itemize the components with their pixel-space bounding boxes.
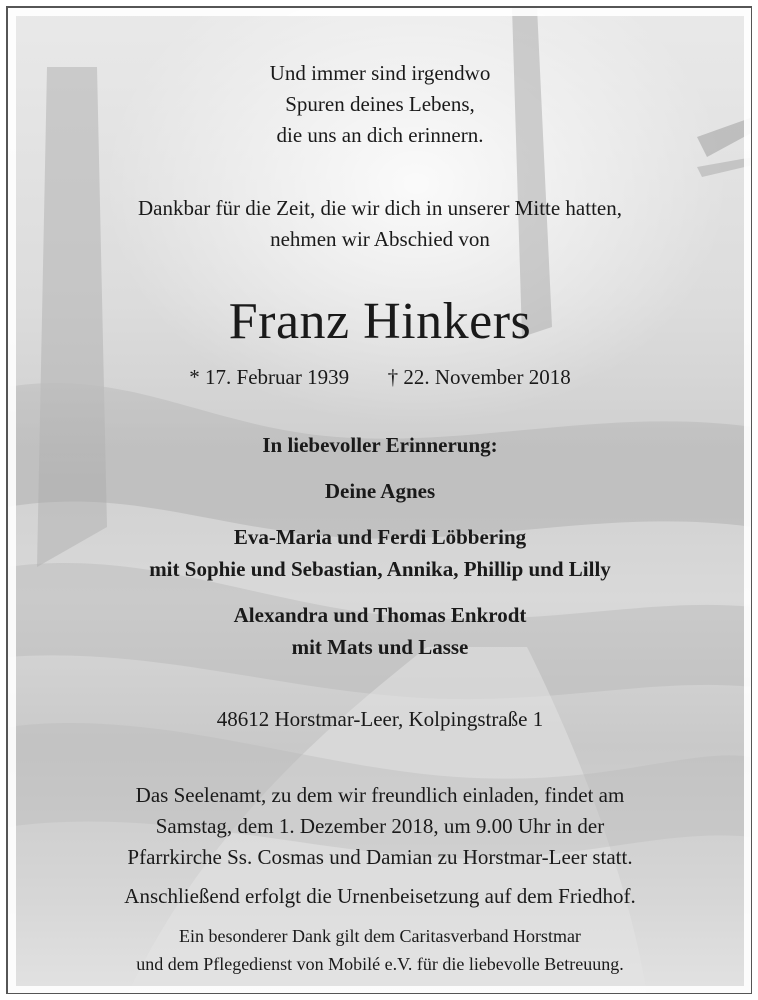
poem-line-3: die uns an dich erinnern. bbox=[276, 123, 484, 147]
life-dates bbox=[7, 365, 752, 390]
service-line-1: Das Seelenamt, zu dem wir freundlich einladen, findet am bbox=[135, 783, 625, 807]
poem-line-1: Und immer sind irgendwo bbox=[269, 61, 491, 85]
thanks-line-2: und dem Pflegedienst von Mobilé e.V. für die liebevolle Betreuung. bbox=[136, 954, 624, 974]
service-line-2: Samstag, dem 1. Dezember 2018, um 9.00 Uhr in der bbox=[155, 814, 605, 838]
mourner-spouse: Deine Agnes bbox=[324, 479, 436, 503]
mourner-family-2: Alexandra und Thomas Enkrodt bbox=[233, 603, 527, 627]
intro-line-2: nehmen wir Abschied von bbox=[270, 227, 490, 251]
service-line-4: Anschließend erfolgt die Urnenbeisetzung auf dem Friedhof. bbox=[124, 884, 636, 908]
intro-line-1: Dankbar für die Zeit, die wir dich in unserer Mitte hatten, bbox=[137, 196, 622, 220]
thanks-line-1: Ein besonderer Dank gilt dem Caritasverband Horstmar bbox=[179, 926, 581, 946]
obituary-card bbox=[6, 6, 752, 994]
poem-line-2: Spuren deines Lebens, bbox=[285, 92, 475, 116]
obituary-content bbox=[7, 7, 752, 994]
mourner-family-1-children: mit Sophie und Sebastian, Annika, Phillip und Lilly bbox=[149, 557, 611, 581]
mourners-heading: In liebevoller Erinnerung: bbox=[262, 433, 498, 457]
mourner-family-2-children: mit Mats und Lasse bbox=[291, 635, 469, 659]
family-address: 48612 Horstmar-Leer, Kolpingstraße 1 bbox=[216, 707, 544, 731]
deceased-name: Franz Hinkers bbox=[228, 293, 532, 350]
death-date: † 22. November 2018 bbox=[387, 365, 571, 389]
birth-date: * 17. Februar 1939 bbox=[189, 365, 350, 389]
service-line-3: Pfarrkirche Ss. Cosmas und Damian zu Horstmar-Leer statt. bbox=[127, 845, 633, 869]
mourner-family-1: Eva-Maria und Ferdi Löbbering bbox=[233, 525, 527, 549]
